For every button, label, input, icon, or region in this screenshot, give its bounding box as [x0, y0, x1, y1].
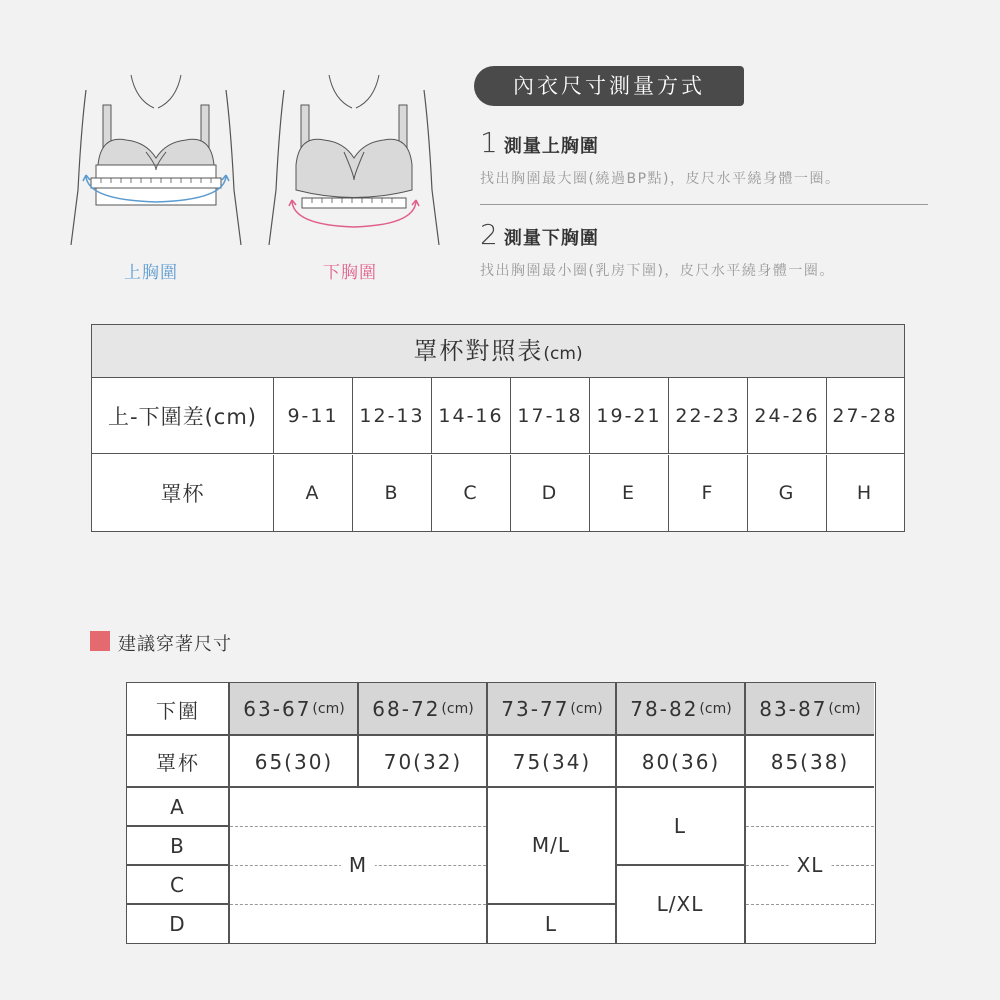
step-2-number: 2: [480, 218, 498, 251]
method-title: 內衣尺寸測量方式: [474, 66, 744, 106]
cup-table-unit: (cm): [543, 344, 583, 364]
lower-bust-label: 下胸圍: [323, 263, 377, 283]
lower-bust-figure: [264, 70, 444, 245]
cup-range-cell: 9-11: [273, 378, 352, 453]
upper-bust-illustration: [66, 70, 246, 245]
size-l-low: L: [544, 912, 558, 936]
cup-comparison-table: [91, 324, 905, 532]
cup-row-label: D: [169, 911, 187, 936]
cup-range-row: [92, 378, 904, 454]
grid-line: [127, 864, 229, 866]
cup-range-label: 上-下圍差(cm): [108, 404, 257, 429]
suggested-size-title: 建議穿著尺寸: [118, 634, 232, 655]
cup-letter-cell: A: [273, 455, 352, 531]
cup-range-cell: 27-28: [826, 378, 903, 453]
band-range-value: 83-87: [759, 697, 828, 721]
band-range-cell: [746, 683, 874, 735]
step-2-description: 找出胸圍最小圈(乳房下圍)，皮尺水平繞身體一圈。: [480, 263, 835, 279]
band-size-cell: 65(30): [254, 749, 334, 774]
cup-letter-cell: F: [668, 455, 747, 531]
dashed-line: [230, 826, 486, 827]
cup-letter-cell: C: [431, 455, 510, 531]
band-size-cell: 70(32): [383, 749, 463, 774]
dashed-line: [746, 826, 874, 827]
cup-table-header: [92, 325, 904, 378]
step-2-title: 測量下胸圍: [503, 228, 599, 249]
dashed-line: [746, 904, 874, 905]
cup-range-cell: 14-16: [431, 378, 510, 453]
lower-bust-illustration: [264, 70, 444, 245]
cup-letter-cell: E: [589, 455, 668, 531]
cup-letter-cell: D: [510, 455, 589, 531]
grid-line: [615, 864, 745, 866]
grid-line: [127, 734, 874, 736]
suggested-size-table: [126, 682, 876, 944]
size-xl: XL: [789, 853, 832, 877]
grid-line: [127, 825, 229, 827]
size-ml: M/L: [531, 833, 571, 857]
band-range-unit: (cm): [570, 701, 603, 717]
cup-range-cell: 17-18: [510, 378, 589, 453]
cup-header-label: 罩杯: [156, 751, 200, 775]
band-range-unit: (cm): [441, 701, 474, 717]
dashed-line: [230, 904, 486, 905]
grid-line: [127, 786, 874, 788]
band-range-value: 78-82: [630, 697, 699, 721]
upper-bust-label: 上胸圍: [124, 263, 178, 283]
cup-letter-row: [92, 455, 904, 531]
cup-letter-cell: G: [747, 455, 826, 531]
band-range-cell: [359, 683, 487, 735]
cup-row-label: C: [170, 873, 186, 897]
band-size-cell: 75(34): [512, 749, 592, 774]
cup-row-label: A: [170, 795, 186, 819]
band-header-label: 下圍: [156, 698, 200, 723]
cup-range-cell: 22-23: [668, 378, 747, 453]
method-divider: [480, 204, 928, 205]
step-1-description: 找出胸圍最大圈(繞過BP點)，皮尺水平繞身體一圈。: [480, 171, 841, 187]
band-size-cell: 85(38): [770, 749, 850, 774]
band-size-cell: 80(36): [641, 749, 721, 774]
band-range-value: 63-67: [243, 697, 312, 721]
size-lxl: L/XL: [656, 892, 704, 916]
band-range-value: 73-77: [501, 697, 570, 721]
grid-line: [486, 903, 616, 905]
section-marker: [90, 631, 110, 651]
step-1-heading: [480, 126, 599, 159]
band-range-cell: [488, 683, 616, 735]
band-range-cell: [230, 683, 358, 735]
step-1-title: 測量上胸圍: [503, 136, 599, 157]
cup-letter-cell: B: [352, 455, 431, 531]
step-1-number: 1: [480, 126, 498, 159]
upper-bust-figure: [66, 70, 246, 245]
cup-letter-cell: H: [826, 455, 903, 531]
band-range-unit: (cm): [828, 701, 861, 717]
band-range-cell: [617, 683, 745, 735]
cup-range-cell: 24-26: [747, 378, 826, 453]
grid-line: [127, 903, 229, 905]
band-range-unit: (cm): [699, 701, 732, 717]
cup-range-cell: 12-13: [352, 378, 431, 453]
step-2-heading: [480, 218, 599, 251]
cup-range-cell: 19-21: [589, 378, 668, 453]
band-range-value: 68-72: [372, 697, 441, 721]
cup-row-label: B: [170, 834, 186, 858]
cup-letter-label: 罩杯: [160, 482, 205, 506]
cup-table-title: 罩杯對照表: [413, 337, 544, 365]
size-l-top: L: [673, 814, 687, 838]
band-range-unit: (cm): [312, 701, 345, 717]
size-m: M: [341, 853, 375, 877]
